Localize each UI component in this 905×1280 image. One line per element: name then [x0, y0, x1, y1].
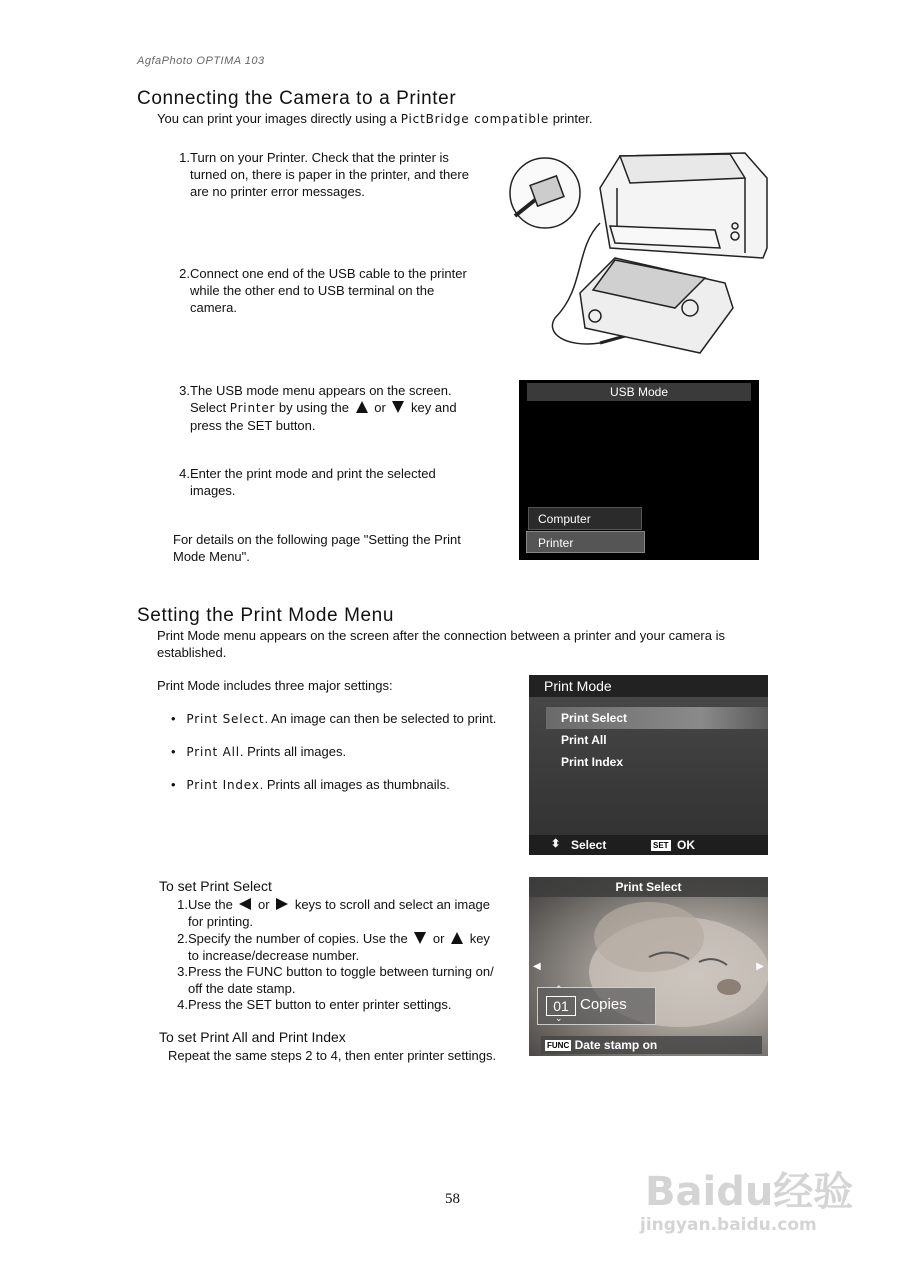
bullet-print-select: • Print Select. An image can then be selected to print. [171, 711, 497, 726]
copies-box[interactable] [537, 984, 656, 1025]
howto-step-2: 2. Specify the number of copies. Use the or key to increase/decrease number. [177, 931, 490, 963]
left-arrow-icon [239, 898, 251, 910]
usb-mode-title: USB Mode [527, 383, 751, 401]
print-select-screen [529, 877, 768, 1056]
menu-item-print-index[interactable]: Print Index [561, 755, 624, 769]
cat-photo [529, 877, 768, 1056]
details-note: For details on the following page "Setting the Print Mode Menu". [173, 532, 461, 564]
print-mode-title: Print Mode [529, 675, 768, 697]
bullet-print-all: • Print All. Prints all images. [171, 744, 347, 759]
right-arrow-icon [276, 898, 288, 910]
down-arrow-icon [392, 401, 404, 413]
date-stamp-bar [541, 1036, 762, 1054]
watermark-logo: Baidu经验 [645, 1169, 854, 1215]
section1-intro: You can print your images directly using a PictBridge compatible printer. [157, 111, 593, 126]
usb-option-printer[interactable]: Printer [526, 531, 645, 553]
copies-number: 01 [546, 996, 576, 1016]
date-stamp-label: Date stamp on [574, 1038, 658, 1052]
running-header: AgfaPhoto OPTIMA 103 [137, 55, 265, 67]
menu-item-print-select[interactable]: Print Select [561, 711, 628, 725]
print-mode-footer: ⬍ Select SET OK [529, 835, 768, 855]
print-select-howto-title: To set Print Select [159, 878, 272, 894]
step-1: 1. Turn on your Printer. Check that the printer is turned on, there is paper in the printer, and there are no printer error messages. [179, 150, 469, 199]
copies-label: Copies [580, 996, 627, 1013]
step-2: 2. Connect one end of the USB cable to the printer while the other end to USB terminal on the camera. [179, 266, 467, 315]
section-title-print-mode: Setting the Print Mode Menu [137, 605, 395, 626]
prev-image-icon[interactable]: ◀ [533, 961, 541, 972]
section-title-connecting: Connecting the Camera to a Printer [137, 88, 457, 109]
print-select-title: Print Select [529, 877, 768, 897]
menu-item-print-all[interactable]: Print All [561, 733, 607, 747]
print-mode-includes: Print Mode includes three major settings: [157, 678, 393, 693]
func-badge-icon: FUNC [547, 1041, 570, 1050]
up-arrow-icon [356, 401, 368, 413]
watermark-url: jingyan.baidu.com [640, 1215, 817, 1235]
up-down-icon: ⬍ [551, 838, 561, 850]
usb-mode-screen [519, 380, 759, 560]
bullet-print-index: • Print Index. Prints all images as thumbnails. [171, 777, 450, 792]
down-arrow-icon [414, 932, 426, 944]
step-4: 4. Enter the print mode and print the selected images. [179, 466, 436, 498]
print-mode-screen [529, 675, 768, 855]
printer-camera-illustration [505, 148, 775, 358]
print-all-howto-title: To set Print All and Print Index [159, 1029, 346, 1045]
print-all-howto-text: Repeat the same steps 2 to 4, then enter printer settings. [168, 1048, 497, 1063]
howto-step-1: 1. Use the or keys to scroll and select an image for printing. [177, 897, 490, 929]
set-badge-icon: SET [653, 841, 669, 850]
howto-step-4: 4. Press the SET button to enter printer settings. [177, 997, 452, 1012]
decrease-icon: ⌄ [555, 1013, 563, 1023]
page-number: 58 [445, 1191, 460, 1207]
step-3: 3. The USB mode menu appears on the screen. Select Printer by using the or key and press the SET button. [179, 383, 457, 433]
increase-icon: ⌃ [555, 984, 563, 994]
section2-intro: Print Mode menu appears on the screen after the connection between a printer and your camera is established. [157, 628, 725, 660]
howto-step-3: 3. Press the FUNC button to toggle between turning on/ off the date stamp. [177, 964, 494, 996]
next-image-icon[interactable]: ▶ [756, 961, 764, 972]
up-arrow-icon [451, 932, 463, 944]
usb-option-computer[interactable]: Computer [528, 507, 642, 530]
